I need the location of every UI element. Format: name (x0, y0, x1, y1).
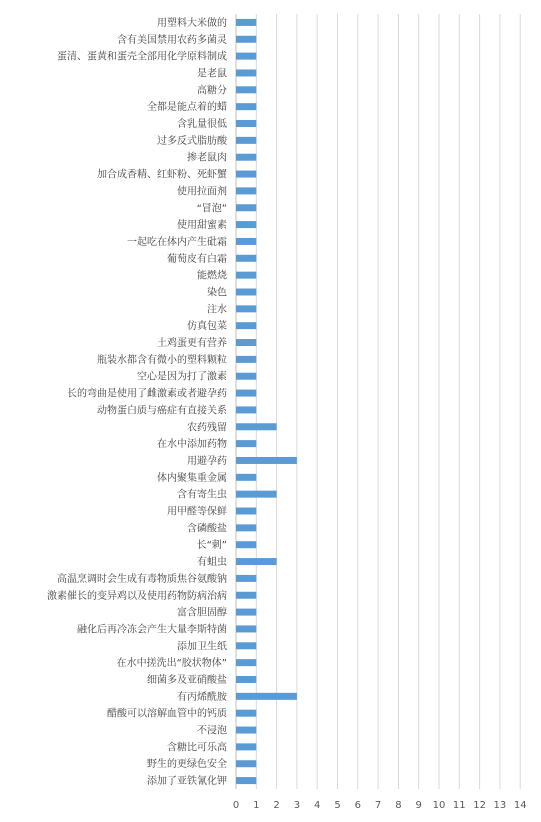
x-tick-label: 11 (452, 800, 466, 811)
bar (236, 19, 256, 26)
category-label: 高糖分 (197, 85, 227, 97)
bar (236, 272, 256, 279)
bar (236, 693, 297, 700)
bar (236, 508, 256, 515)
category-label: 高温烹调时会生成有毒物质焦谷氨酸钠 (57, 573, 227, 585)
bar (236, 524, 256, 531)
x-tick-label: 7 (374, 800, 382, 811)
bar (236, 288, 256, 295)
category-label: 注水 (207, 304, 227, 316)
category-label: 能燃烧 (197, 270, 227, 282)
bar (236, 710, 256, 717)
category-label: 有丙烯酰胺 (177, 691, 227, 703)
bar (236, 120, 256, 127)
category-label: 长“刺” (196, 540, 227, 552)
bar (236, 305, 256, 312)
category-label: 用避孕药 (187, 455, 227, 467)
x-tick-label: 3 (293, 800, 301, 811)
category-label: 细菌多及亚硝酸盐 (147, 674, 227, 686)
bar (236, 760, 256, 767)
category-label: 野生的更绿色安全 (147, 759, 227, 771)
bar (236, 406, 256, 413)
bar (236, 86, 256, 93)
category-label: 使用拉面剂 (177, 186, 227, 198)
x-tick-label: 12 (473, 800, 486, 811)
bar (236, 255, 256, 262)
bar (236, 609, 256, 616)
bar (236, 659, 256, 666)
bar (236, 187, 256, 194)
category-label: 仿真包菜 (187, 321, 227, 333)
category-label: 动物蛋白质与癌症有直接关系 (97, 405, 227, 417)
bar (236, 322, 256, 329)
bar (236, 154, 256, 161)
category-label: 不浸泡 (197, 725, 227, 737)
bar (236, 373, 256, 380)
category-label: 一起吃在体内产生砒霜 (127, 236, 227, 248)
bar (236, 103, 256, 110)
bar (236, 171, 256, 178)
category-label: 全都是能点着的蜡 (147, 102, 227, 114)
category-label: “冒泡” (196, 203, 227, 215)
category-label: 掺老鼠肉 (187, 152, 227, 164)
bar (236, 69, 256, 76)
category-label: 土鸡蛋更有营养 (157, 338, 227, 350)
category-label: 用甲醛等保鲜 (167, 506, 227, 518)
x-tick-label: 10 (432, 800, 446, 811)
category-label: 瓶装水都含有微小的塑料颗粒 (97, 354, 227, 366)
category-label: 醋酸可以溶解血管中的钙质 (107, 708, 227, 720)
bar (236, 53, 256, 60)
category-label: 激素催长的变异鸡以及使用药物防病治病 (47, 590, 227, 602)
category-label: 富含胆固醇 (177, 607, 227, 619)
bar (236, 642, 256, 649)
category-label: 蛋清、蛋黄和蛋壳全部用化学原料制成 (57, 51, 227, 63)
category-label: 含磷酸盐 (187, 523, 227, 535)
bar (236, 423, 277, 430)
category-label: 过多反式脂肪酸 (157, 135, 227, 147)
category-label: 空心是因为打了激素 (137, 371, 227, 383)
bar (236, 440, 256, 447)
x-tick-label: 8 (395, 800, 402, 811)
category-label: 添加卫生纸 (177, 641, 227, 653)
x-tick-label: 13 (493, 800, 507, 811)
bar (236, 204, 256, 211)
bar (236, 558, 277, 565)
bar (236, 221, 256, 228)
bar (236, 727, 256, 734)
category-label: 含有寄生虫 (177, 489, 227, 501)
category-label: 含糖比可乐高 (167, 742, 227, 754)
bar (236, 474, 256, 481)
x-tick-label: 2 (273, 800, 280, 811)
category-label: 在水中添加药物 (157, 439, 227, 451)
x-tick-label: 9 (415, 800, 422, 811)
bar (236, 676, 256, 683)
bar-layer (236, 19, 297, 784)
bar (236, 238, 256, 245)
x-tick-label: 6 (354, 800, 361, 811)
x-tick-labels (233, 800, 527, 811)
bar (236, 356, 256, 363)
bar (236, 777, 256, 784)
bar (236, 137, 256, 144)
category-label: 是老鼠 (197, 68, 227, 80)
bar (236, 457, 297, 464)
category-label: 葡萄皮有白霜 (167, 253, 227, 265)
bar (236, 339, 256, 346)
category-label: 有蛆虫 (197, 557, 227, 569)
category-label: 含有美国禁用农药多菌灵 (117, 34, 227, 46)
category-label: 含乳量很低 (177, 119, 227, 131)
x-tick-label: 5 (334, 800, 341, 811)
category-label: 用塑料大米做的 (157, 17, 227, 29)
bar (236, 36, 256, 43)
bar (236, 625, 256, 632)
bar (236, 592, 256, 599)
category-label: 融化后再冷冻会产生大量李斯特菌 (77, 624, 227, 636)
grid-layer (236, 14, 520, 789)
bar (236, 575, 256, 582)
category-label: 农药残留 (187, 422, 227, 434)
bar (236, 743, 256, 750)
category-label: 加合成香精、红虾粉、死虾蟹 (97, 169, 227, 181)
category-label: 染色 (207, 287, 227, 299)
bar (236, 390, 256, 397)
x-tick-label: 0 (232, 800, 240, 811)
bar (236, 491, 277, 498)
bar (236, 541, 256, 548)
category-label: 长的弯曲是使用了雌激素或者避孕药 (67, 388, 227, 400)
category-label: 使用甜蜜素 (177, 220, 227, 232)
x-tick-label: 14 (513, 800, 527, 811)
x-tick-label: 1 (253, 800, 260, 811)
category-label: 体内聚集重金属 (157, 472, 227, 484)
category-label: 添加了亚铁氰化钾 (147, 776, 227, 788)
category-labels (47, 16, 228, 787)
category-label: 在水中搓洗出“胶状物体” (116, 658, 227, 670)
x-tick-label: 4 (314, 800, 321, 811)
